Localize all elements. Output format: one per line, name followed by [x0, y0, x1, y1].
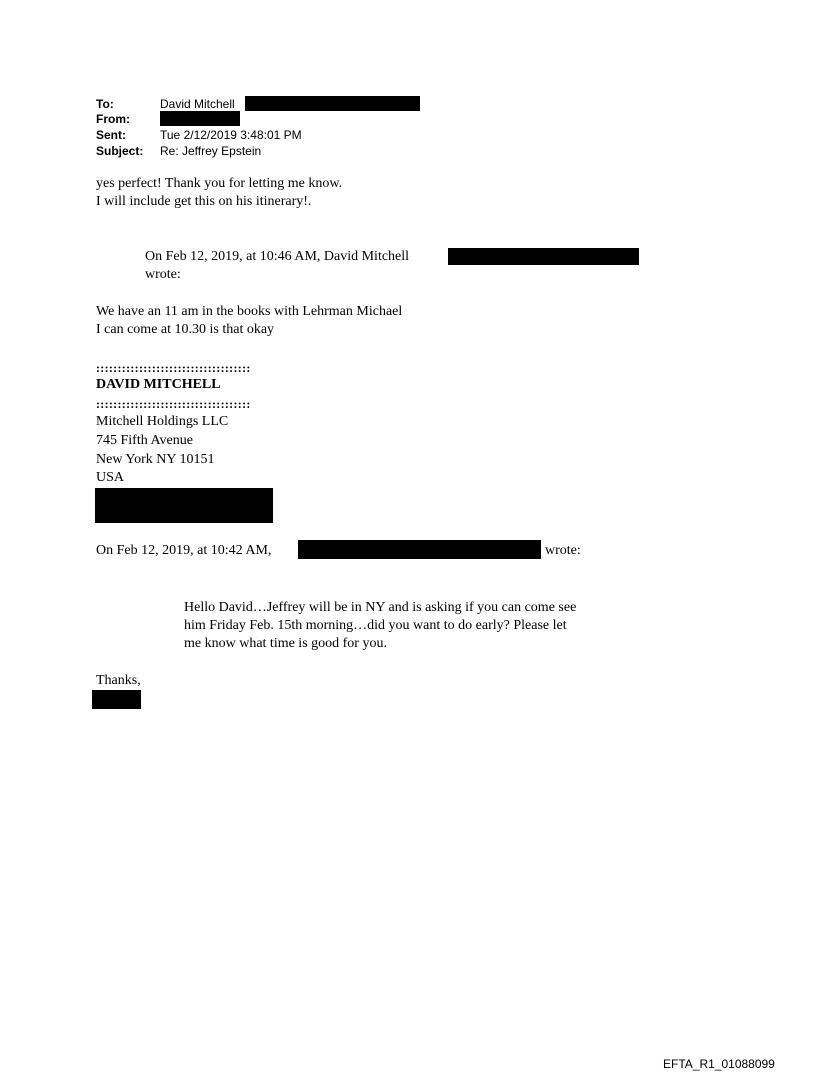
subject-value: Re: Jeffrey Epstein: [160, 144, 262, 158]
signature-company: Mitchell Holdings LLC: [96, 414, 229, 429]
closing-thanks: Thanks,: [96, 673, 141, 688]
original-line-2: him Friday Feb. 15th morning…did you want to do early? Please let: [184, 618, 567, 633]
mitchell-line-2: I can come at 10.30 is that okay: [96, 322, 275, 337]
subject-label: Subject:: [96, 144, 144, 158]
redaction-signature-contact: [95, 488, 273, 523]
redaction-closing-name: [92, 690, 141, 709]
reply-line-2: I will include get this on his itinerary!.: [96, 194, 312, 209]
signature-name: DAVID MITCHELL: [96, 377, 221, 392]
original-line-3: me know what time is good for you.: [184, 636, 387, 651]
sent-label: Sent:: [96, 128, 126, 142]
to-value: David Mitchell: [160, 97, 235, 111]
reply-line-1: yes perfect! Thank you for letting me know.: [96, 176, 343, 191]
mitchell-line-1: We have an 11 am in the books with Lehrman Michael: [96, 304, 403, 319]
signature-city: New York NY 10151: [96, 452, 215, 467]
redaction-from: [160, 111, 240, 126]
redaction-to-email: [245, 96, 420, 111]
quote2-intro: On Feb 12, 2019, at 10:42 AM,: [96, 543, 272, 558]
signature-country: USA: [96, 470, 125, 485]
original-line-1: Hello David…Jeffrey will be in NY and is asking if you can come see: [184, 600, 577, 615]
sent-value: Tue 2/12/2019 3:48:01 PM: [160, 128, 302, 142]
document-id: EFTA_R1_01088099: [663, 1057, 775, 1071]
quote2-wrote: wrote:: [545, 543, 581, 558]
signature-dots-top: ::::::::::::::::::::::::::::::::::::: [96, 361, 251, 375]
signature-street: 745 Fifth Avenue: [96, 433, 193, 448]
signature-dots-bottom: ::::::::::::::::::::::::::::::::::::: [96, 397, 251, 411]
quote1-intro: On Feb 12, 2019, at 10:46 AM, David Mitchell: [145, 249, 410, 264]
quote1-wrote: wrote:: [145, 267, 181, 282]
redaction-quote2-sender: [298, 540, 541, 559]
to-label: To:: [96, 97, 114, 111]
from-label: From:: [96, 112, 130, 126]
redaction-quote1-email: [448, 248, 639, 265]
